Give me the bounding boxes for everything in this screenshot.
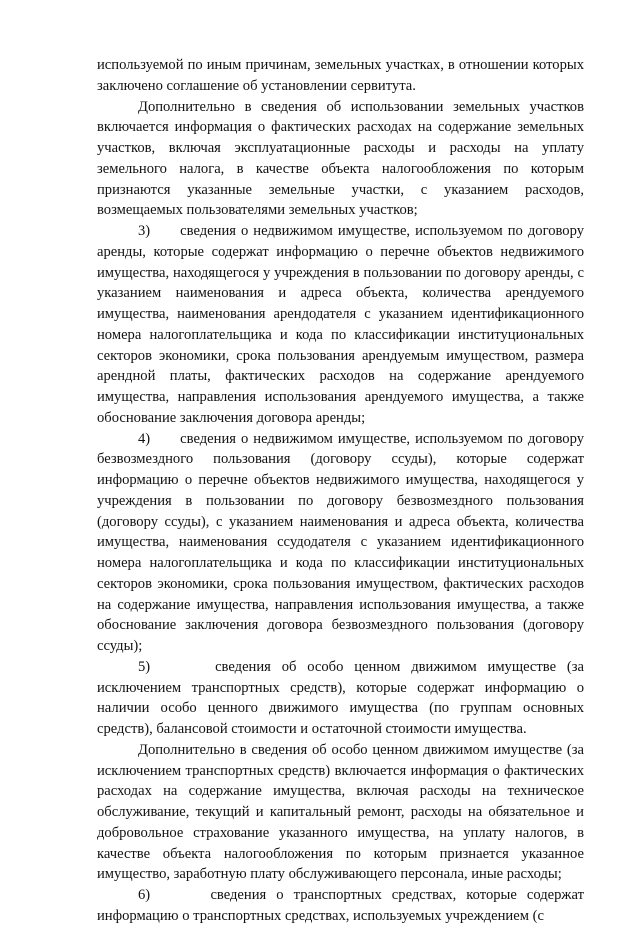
paragraph-land-expenses: Дополнительно в сведения об использовании земельных участков включается информация о фактических расходах на содержание земельных участков, включая эксплуатационные расходы и расходы на уплату земельного налога, в качестве объекта налогообложения по которым признаются указанные земельные участки, с указанием расходов, возмещаемых пользователями земельных участков; — [97, 98, 584, 219]
paragraph-item-4-free-use: 4) сведения о недвижимом имуществе, используемом по договору безвозмездного пользования (договору ссуды), которые содержат информацию о перечне объектов недвижимого имущества, находящегося у учреждения в пользовании по договору безвозмездного пользования (договору ссуды), с указанием наименования и адреса объекта, количества имущества, наименования ссудодателя с указанием идентификационного номера налогоплательщика и кода по классификации институциональных секторов экономики, срока пользования имуществом, фактических расходов на содержание имущества, направления использования имущества, а также обоснование заключения договора безвозмездного пользования (договору ссуды); — [97, 430, 584, 654]
paragraph-item-5-movable-property: 5) сведения об особо ценном движимом имуществе (за исключением транспортных средств), которые содержат информацию о наличии особо ценного движимого имущества (по группам основных средств), балансовой стоимости и остаточной стоимости имущества. — [97, 658, 584, 737]
paragraph-continuation: используемой по иным причинам, земельных участках, в отношении которых заключено соглашение об установлении сервитута. — [97, 57, 584, 94]
document-body — [97, 55, 584, 927]
paragraph-movable-property-expenses: Дополнительно в сведения об особо ценном движимом имуществе (за исключением транспортных средств) включается информация о фактических расходах на содержание имущества, включая расходы на техническое обслуживание, текущий и капитальный ремонт, расходы на обязательное и добровольное страхование указанного имущества, на уплату налогов, в качестве объекта налогообложения по которым признается указанное имущество, заработную плату обслуживающего персонала, иные расходы; — [97, 741, 584, 883]
paragraph-item-3-lease: 3) сведения о недвижимом имуществе, используемом по договору аренды, которые содержат информацию о перечне объектов недвижимого имущества, находящегося у учреждения в пользовании по договору аренды, с указанием наименования и адреса объекта, количества арендуемого имущества, наименования арендодателя с указанием идентификационного номера налогоплательщика и кода по классификации институциональных секторов экономики, срока пользования арендуемым имуществом, размера арендной платы, фактических расходов на содержание арендуемого имущества, направления использования арендуемого имущества, а также обоснование заключения договора аренды; — [97, 223, 584, 426]
paragraph-item-6-vehicles: 6) сведения о транспортных средствах, которые содержат информацию о транспортных средствах, используемых учреждением (с — [97, 887, 584, 924]
